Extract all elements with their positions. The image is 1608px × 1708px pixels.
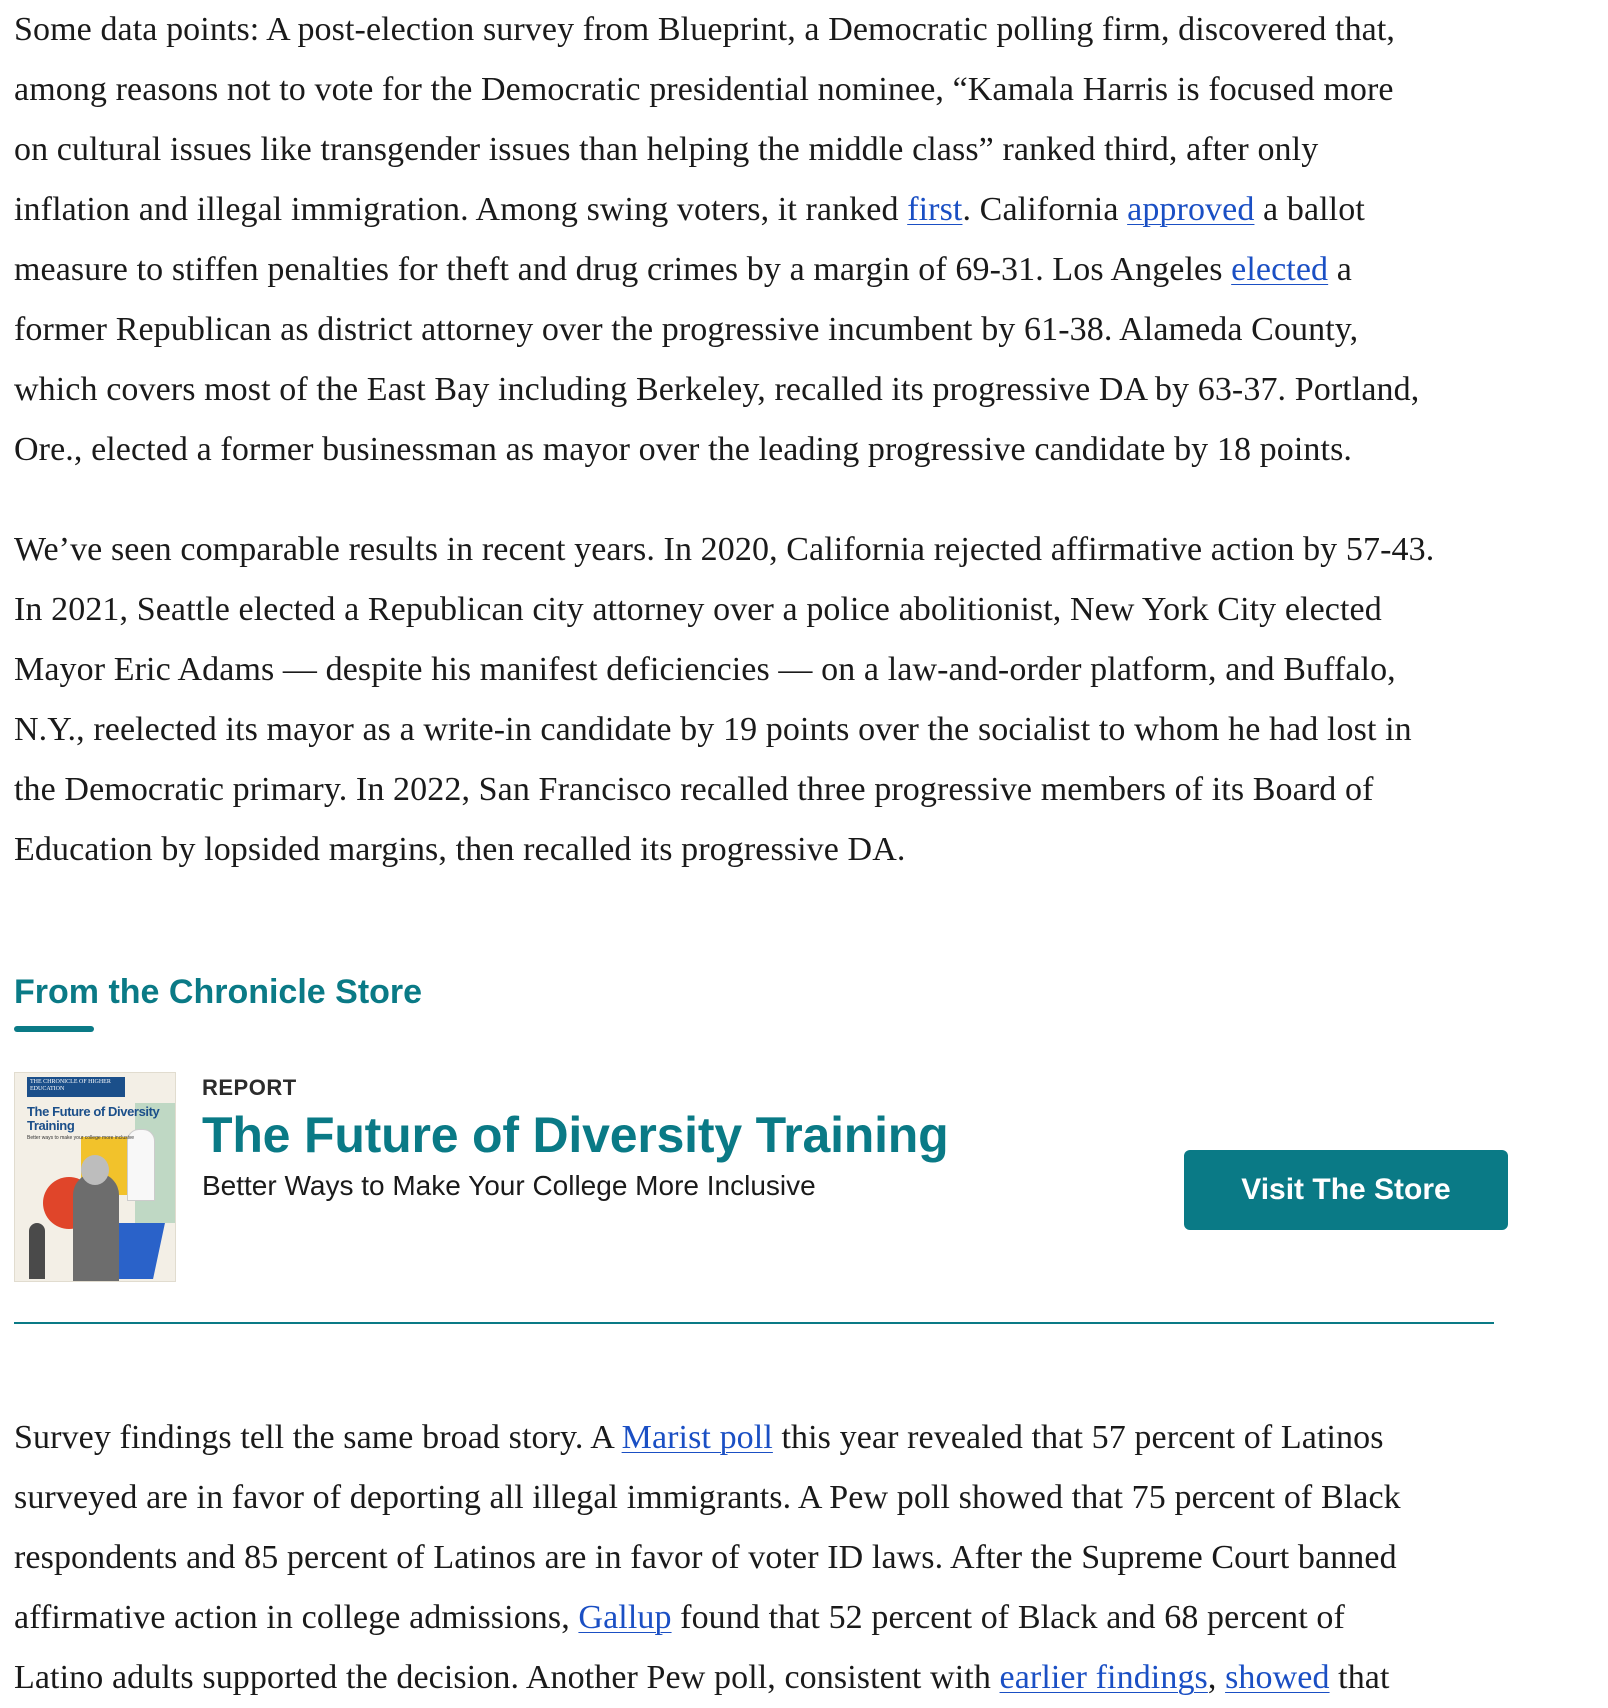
cover-masthead: THE CHRONICLE OF HIGHER EDUCATION (27, 1077, 125, 1097)
text-line: former Republican as district attorney over the progressive incumbent by 61-38. Alameda County, (14, 311, 1359, 348)
chronicle-store-promo (14, 972, 1608, 1324)
product-text (202, 1072, 948, 1203)
link-first[interactable]: first (907, 191, 963, 228)
product-title[interactable]: The Future of Diversity Training (202, 1107, 949, 1163)
text-segment: Survey findings tell the same broad story. A (14, 1419, 622, 1456)
text-segment: that (1329, 1659, 1390, 1696)
cover-figure (29, 1223, 45, 1279)
visit-store-button[interactable]: Visit The Store (1184, 1150, 1508, 1230)
link-elected[interactable]: elected (1231, 251, 1329, 288)
text-line (14, 1588, 1608, 1648)
text-segment: found that 52 percent of Black and 68 percent of (671, 1599, 1345, 1636)
heading-underline (14, 1026, 94, 1032)
text-segment: , (1207, 1659, 1226, 1696)
text-line: surveyed are in favor of deporting all illegal immigrants. A Pew poll showed that 75 percent of Black (14, 1479, 1401, 1516)
text-segment: measure to stiffen penalties for theft and drug crimes by a margin of 69-31. Los Angeles (14, 251, 1232, 288)
text-line (14, 180, 1608, 240)
paragraph-survey-findings (14, 1408, 1608, 1708)
text-segment: Latino adults supported the decision. Another Pew poll, consistent with (14, 1659, 1000, 1696)
text-line: on cultural issues like transgender issues than helping the middle class” ranked third, after only (14, 131, 1319, 168)
text-line: Some data points: A post-election survey from Blueprint, a Democratic polling firm, discovered that, (14, 11, 1396, 48)
report-cover-image[interactable] (14, 1072, 176, 1282)
text-line (14, 1408, 1608, 1468)
text-line: We’ve seen comparable results in recent years. In 2020, California rejected affirmative action by 57-43. (14, 531, 1435, 568)
link-showed[interactable]: showed (1225, 1659, 1330, 1696)
text-segment: affirmative action in college admissions, (14, 1599, 579, 1636)
cover-title: The Future of Diversity Training (27, 1104, 160, 1133)
store-product-card (14, 1072, 1608, 1282)
link-marist-poll[interactable]: Marist poll (621, 1419, 773, 1456)
text-line: Education by lopsided margins, then recalled its progressive DA. (14, 831, 906, 868)
text-line: respondents and 85 percent of Latinos are in favor of voter ID laws. After the Supreme Court banned (14, 1539, 1397, 1576)
text-segment: a (1328, 251, 1352, 288)
paragraph-data-points (14, 0, 1608, 480)
paragraph-comparable-results (14, 520, 1608, 880)
link-earlier-findings[interactable]: earlier findings (999, 1659, 1208, 1696)
text-line: Mayor Eric Adams — despite his manifest deficiencies — on a law-and-order platform, and Buffalo, (14, 651, 1396, 688)
text-segment: . California (962, 191, 1128, 228)
text-line: the Democratic primary. In 2022, San Francisco recalled three progressive members of its Board of (14, 771, 1374, 808)
link-gallup[interactable]: Gallup (578, 1599, 672, 1636)
link-approved[interactable]: approved (1127, 191, 1255, 228)
product-subtitle: Better Ways to Make Your College More Inclusive (202, 1170, 816, 1201)
store-heading: From the Chronicle Store (14, 973, 423, 1011)
text-segment: this year revealed that 57 percent of Latinos (772, 1419, 1384, 1456)
text-segment: inflation and illegal immigration. Among swing voters, it ranked (14, 191, 908, 228)
section-divider (14, 1322, 1494, 1324)
text-line: which covers most of the East Bay including Berkeley, recalled its progressive DA by 63-37. Portland, (14, 371, 1420, 408)
product-kicker: REPORT (202, 1075, 297, 1100)
text-line: In 2021, Seattle elected a Republican city attorney over a police abolitionist, New York City elected (14, 591, 1382, 628)
text-line (14, 1648, 1608, 1708)
text-line (14, 240, 1608, 300)
text-line: among reasons not to vote for the Democratic presidential nominee, “Kamala Harris is focused more (14, 71, 1394, 108)
text-segment: a ballot (1254, 191, 1365, 228)
cover-figure (81, 1155, 109, 1185)
cover-figure (73, 1173, 119, 1282)
text-line: Ore., elected a former businessman as mayor over the leading progressive candidate by 18 points. (14, 431, 1353, 468)
cover-subtitle: Better ways to make your college more inclusive (27, 1135, 134, 1141)
text-line: N.Y., reelected its mayor as a write-in candidate by 19 points over the socialist to whom he had lost in (14, 711, 1412, 748)
